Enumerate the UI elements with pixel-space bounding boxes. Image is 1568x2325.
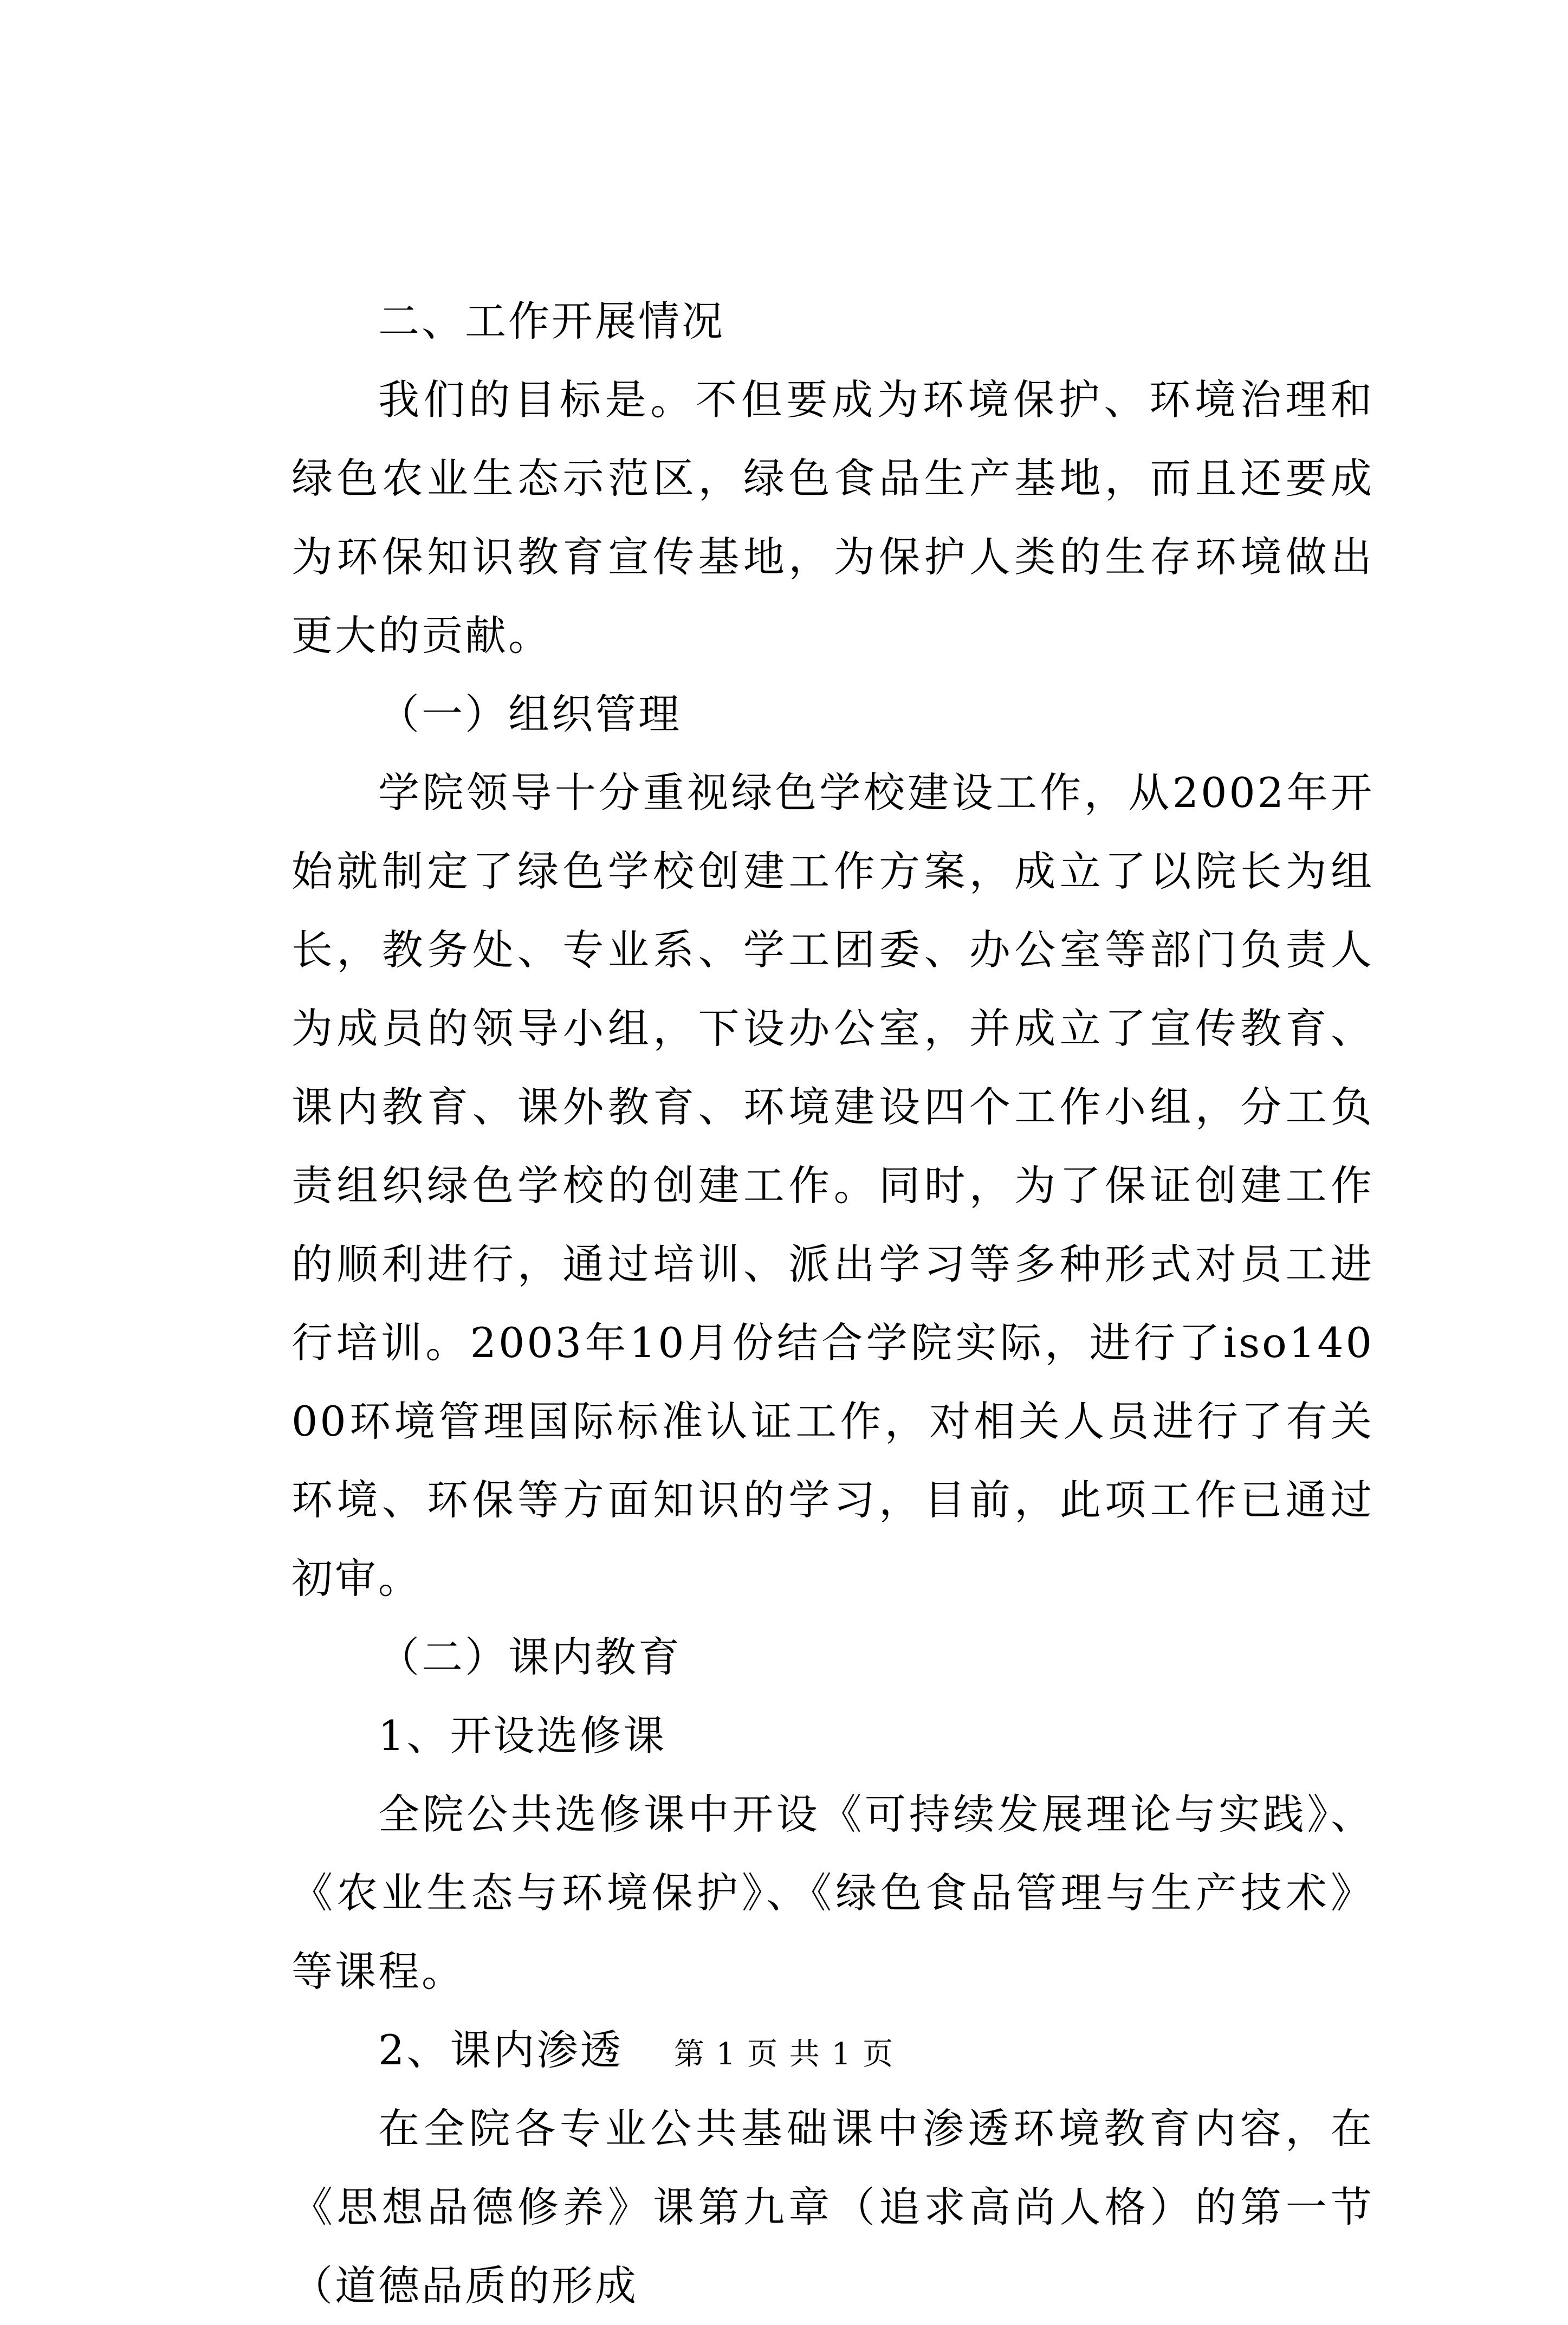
page-footer: 第 1 页 共 1 页 <box>673 2037 895 2072</box>
paragraph-in-class-integration: 在全院各专业公共基础课中渗透环境教育内容，在《思想品德修养》课第九章（追求高尚人格）的第一节（道德品质的形成 <box>291 2104 1374 2310</box>
subheading-in-class-education: （二）课内教育 <box>378 1633 682 1681</box>
paragraph-electives: 全院公共选修课中开设《可持续发展理论与实践》、《农业生态与环境保护》、《绿色食品管理与生产技术》等课程。 <box>291 1790 1374 1995</box>
section-heading-work-progress: 二、工作开展情况 <box>378 297 725 345</box>
document-body <box>291 282 1374 2325</box>
subheading-organization-management: （一）组织管理 <box>378 690 682 738</box>
paragraph-organization: 学院领导十分重视绿色学校建设工作，从2002年开始就制定了绿色学校创建工作方案，成立了以院长为组长，教务处、专业系、学工团委、办公室等部门负责人为成员的领导小组，下设办公室，并成立了宣传教育、课内教育、课外教育、环境建设四个工作小组，分工负责组织绿色学校的创建工作。同时，为了保证创建工作的顺利进行，通过培训、派出学习等多种形式对员工进行培训。2003年10月份结合学院实际，进行了iso14000环境管理国际标准认证工作，对相关人员进行了有关环境、环保等方面知识的学习，目前，此项工作已通过初审。 <box>291 768 1374 1603</box>
item-heading-in-class-integration: 2、课内渗透 <box>378 2026 624 2074</box>
paragraph-goals: 我们的目标是。不但要成为环境保护、环境治理和绿色农业生态示范区，绿色食品生产基地，而且还要成为环保知识教育宣传基地，为保护人类的生存环境做出更大的贡献。 <box>291 376 1374 660</box>
item-heading-electives: 1、开设选修课 <box>378 1712 667 1760</box>
